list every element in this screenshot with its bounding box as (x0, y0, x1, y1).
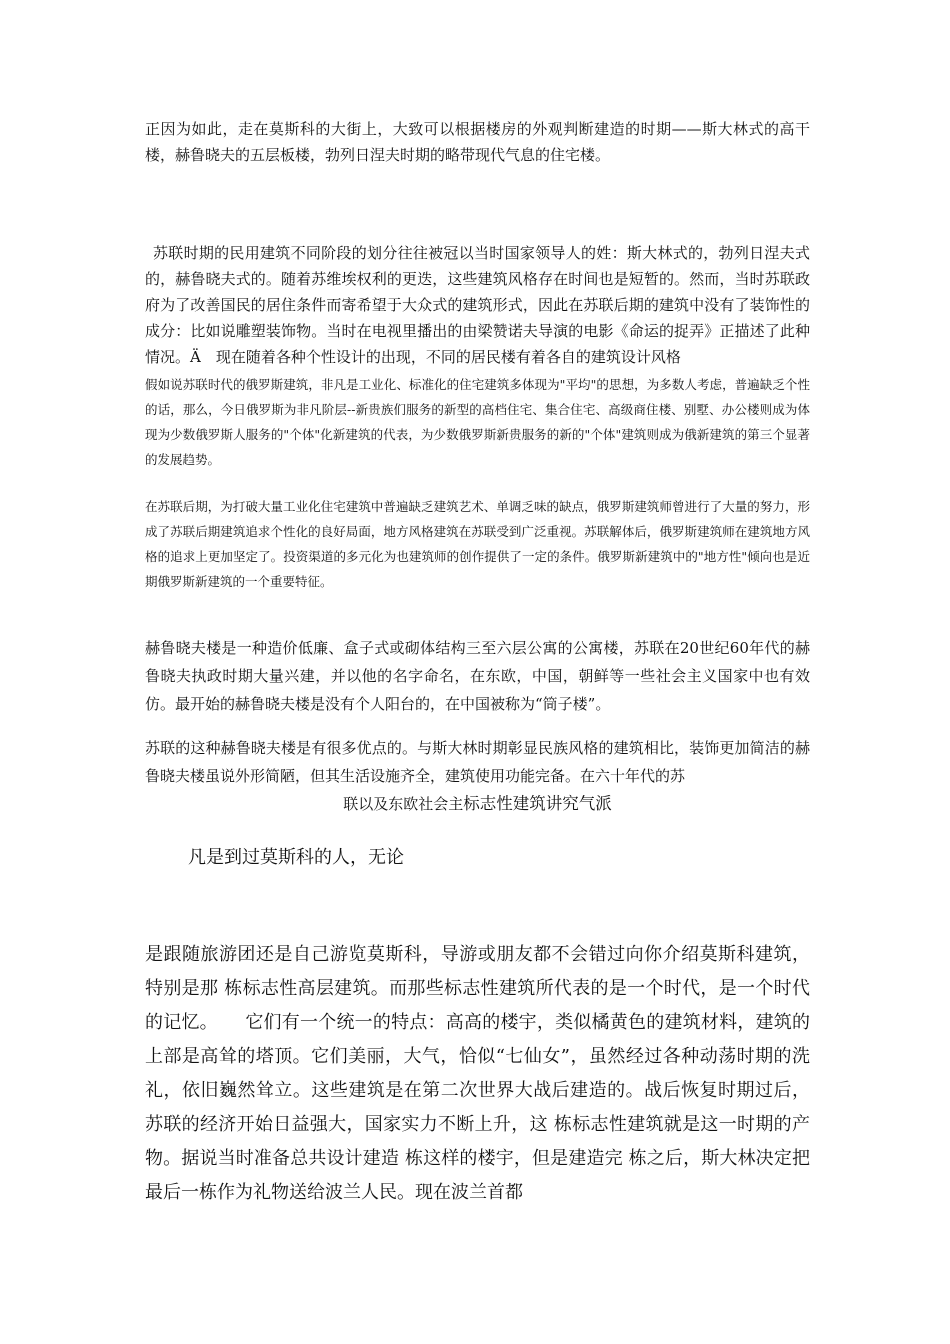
paragraph-local-style: 在苏联后期，为打破大量工业化住宅建筑中普遍缺乏建筑艺术、单调乏味的缺点，俄罗斯建筑师曾进行了大量的努力，形成了苏联后期建筑追求个性化的良好局面，地方风格建筑在苏联受到广泛重视。苏联解体后，俄罗斯建筑师在建筑地方风格的追求上更加坚定了。投资渠道的多元化为也建筑师的创作提供了一定的条件。俄罗斯新建筑中的"地方性"倾向也是近期俄罗斯新建筑的一个重要特征。 (145, 499, 810, 589)
paragraph-khrushchyovka-merits-tail (145, 790, 810, 818)
paragraph-soviet-styles: 苏联时期的民用建筑不同阶段的划分往往被冠以当时国家领导人的姓：斯大林式的，勃列日涅夫式的，赫鲁晓夫式的。随着苏维埃权利的更迭，这些建筑风格存在时间也是短暂的。然而，当时苏联政府为了改善国民的居住条件而寄希望于大众式的建筑形式，因此在苏联后期的建筑中没有了装饰性的成分：比如说雕塑装饰物。当时在电视里播出的由梁赞诺夫导演的电影《命运的捉弄》正描述了此种情况。Ä 现在随着各种个性设计的出现，不同的居民楼有着各自的建筑设计风格 (145, 244, 810, 366)
tail-part-a: 联以及东欧社会主 (343, 795, 464, 813)
tail-part-b: 标志性建筑讲究气派 (463, 794, 612, 813)
paragraph-moscow-visitors: 凡是到过莫斯科的人，无论 (188, 847, 404, 868)
paragraph-khrushchyovka: 赫鲁晓夫楼是一种造价低廉、盒子式或砌体结构三至六层公寓的公寓楼，苏联在20世纪60年代的赫鲁晓夫执政时期大量兴建，并以他的名字命名，在东欧，中国，朝鲜等一些社会主义国家中也有效仿。最开始的赫鲁晓夫楼是没有个人阳台的，在中国被称为“筒子楼”。 (145, 639, 810, 713)
paragraph-moscow-streets: 正因为如此，走在莫斯科的大街上，大致可以根据楼房的外观判断建造的时期——斯大林式的高干楼，赫鲁晓夫的五层板楼，勃列日涅夫时期的略带现代气息的住宅楼。 (145, 120, 810, 164)
paragraph-individual-buildings: 假如说苏联时代的俄罗斯建筑，非凡是工业化、标准化的住宅建筑多体现为"平均"的思想，为多数人考虑，普遍缺乏个性的话，那么，今日俄罗斯为非凡阶层--新贵族们服务的新型的高档住宅、集合住宅、高级商住楼、别墅、办公楼则成为体现为少数俄罗斯人服务的"个体"化新建筑的代表，为少数俄罗斯新贵服务的新的"个体"建筑则成为俄新建筑的第三个显著的发展趋势。 (145, 377, 810, 467)
paragraph-landmark-buildings: 是跟随旅游团还是自己游览莫斯科，导游或朋友都不会错过向你介绍莫斯科建筑，特别是那 栋标志性高层建筑。而那些标志性建筑所代表的是一个时代，是一个时代的记忆。 它们有一个统一的特点：高高的楼宇，类似橘黄色的建筑材料，建筑的上部是高耸的塔顶。它们美丽，大气，恰似“七仙女”，虽然经过各种动荡时期的洗礼，依旧巍然耸立。这些建筑是在第二次世界大战后建造的。战后恢复时期过后，苏联的经济开始日益强大，国家实力不断上升，这 栋标志性建筑就是这一时期的产物。据说当时准备总共设计建造 栋这样的楼宇，但是建造完 栋之后，斯大林决定把最后一栋作为礼物送给波兰人民。现在波兰首都 (145, 944, 810, 1203)
paragraph-khrushchyovka-merits (145, 734, 810, 818)
paragraph-khrushchyovka-merits-text: 苏联的这种赫鲁晓夫楼是有很多优点的。与斯大林时期彰显民族风格的建筑相比，装饰更加简洁的赫鲁晓夫楼虽说外形简陋，但其生活设施齐全，建筑使用功能完备。在六十年代的苏 (145, 739, 810, 785)
